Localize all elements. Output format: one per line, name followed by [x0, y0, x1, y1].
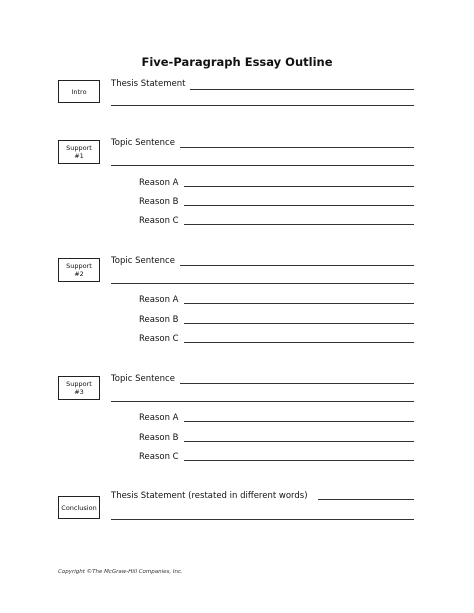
support-3-reason-c-label: Reason C	[139, 452, 179, 462]
intro-box-label: Intro	[71, 87, 87, 96]
intro-box	[58, 80, 100, 103]
support-3-reason-c-line[interactable]	[184, 460, 414, 461]
support-3-topic-label: Topic Sentence	[111, 374, 175, 384]
support-3-topic-line[interactable]	[180, 383, 414, 384]
support-1-topic-label: Topic Sentence	[111, 138, 175, 148]
support-1-reason-b-label: Reason B	[139, 197, 179, 207]
support-2-topic-line-2[interactable]	[111, 283, 414, 284]
support-1-reason-c-label: Reason C	[139, 216, 179, 226]
support-2-reason-c-line[interactable]	[184, 342, 414, 343]
support-3-box-label: Support	[66, 380, 92, 388]
support-1-reason-b-line[interactable]	[184, 205, 414, 206]
intro-thesis-label: Thesis Statement	[111, 79, 186, 89]
intro-thesis-line-2[interactable]	[111, 105, 414, 106]
conclusion-box	[58, 496, 100, 519]
support-2-reason-a-label: Reason A	[139, 295, 179, 305]
conclusion-thesis-label: Thesis Statement (restated in different words)	[111, 491, 308, 501]
page-title: Five-Paragraph Essay Outline	[141, 55, 333, 69]
support-1-box-label: Support	[66, 144, 92, 152]
intro-thesis-line[interactable]	[190, 89, 414, 90]
support-1-topic-line-2[interactable]	[111, 165, 414, 166]
support-2-reason-c-label: Reason C	[139, 334, 179, 344]
copyright-text: Copyright ©The McGraw-Hill Companies, Inc.	[58, 569, 183, 575]
support-1-box	[58, 140, 100, 164]
support-2-box-number: #2	[74, 270, 84, 278]
support-3-reason-a-line[interactable]	[184, 421, 414, 422]
support-1-reason-a-line[interactable]	[184, 186, 414, 187]
support-2-reason-a-line[interactable]	[184, 303, 414, 304]
support-2-box-label: Support	[66, 262, 92, 270]
support-3-reason-b-line[interactable]	[184, 441, 414, 442]
support-2-box	[58, 258, 100, 282]
support-3-reason-b-label: Reason B	[139, 433, 179, 443]
support-1-box-number: #1	[74, 152, 84, 160]
support-2-topic-line[interactable]	[180, 265, 414, 266]
conclusion-thesis-line[interactable]	[318, 499, 414, 500]
support-3-box	[58, 376, 100, 400]
conclusion-box-label: Conclusion	[61, 503, 97, 512]
support-2-reason-b-label: Reason B	[139, 315, 179, 325]
support-2-reason-b-line[interactable]	[184, 323, 414, 324]
support-1-reason-c-line[interactable]	[184, 224, 414, 225]
support-3-box-number: #3	[74, 388, 84, 396]
support-3-reason-a-label: Reason A	[139, 413, 179, 423]
support-2-topic-label: Topic Sentence	[111, 256, 175, 266]
support-3-topic-line-2[interactable]	[111, 401, 414, 402]
support-1-reason-a-label: Reason A	[139, 178, 179, 188]
support-1-topic-line[interactable]	[180, 147, 414, 148]
conclusion-thesis-line-2[interactable]	[111, 519, 414, 520]
